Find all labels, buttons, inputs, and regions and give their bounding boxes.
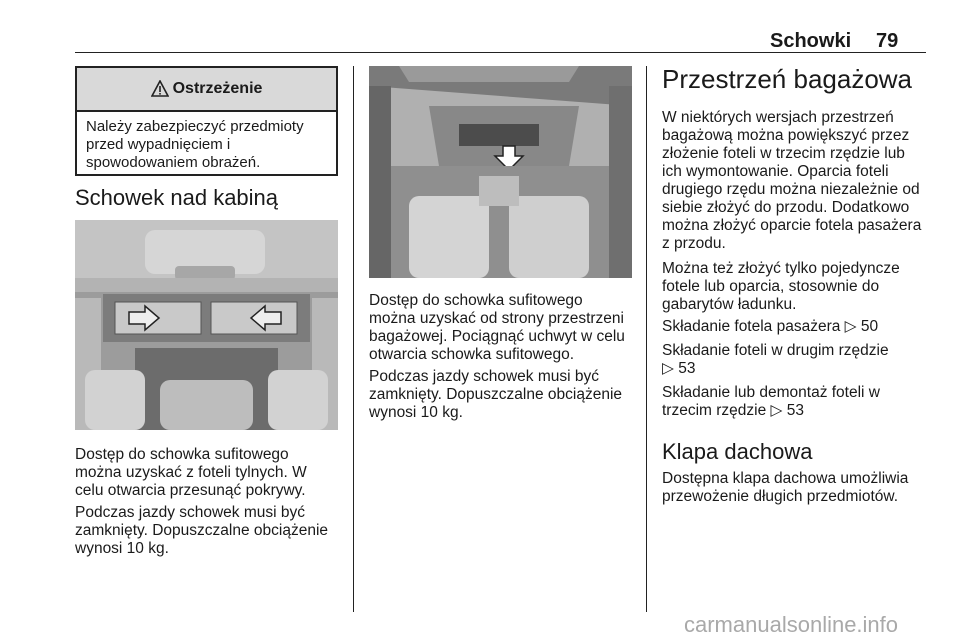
cargo-space-paragraph-2 [662,260,937,314]
overhead-storage-paragraph-2 [75,504,343,558]
text-line: zamknięty. Dopuszczalne obciążenie [369,386,623,403]
link-second-row-folding[interactable] [662,342,937,378]
overhead-storage-photo [75,220,338,430]
text-line: wynosi 10 kg. [369,404,463,421]
cargo-space-paragraph-1 [662,109,937,253]
text-line: siebie złożyć do przodu. Dodatkowo [662,199,910,216]
text-line: celu otwarcia przesunąć pokrywy. [75,482,306,499]
text-line: ich wymontowanie. Oparcia foteli [662,163,889,180]
text-line: złożenie foteli w trzecim rzędzie lub [662,145,905,162]
text-line: Dostępna klapa dachowa umożliwia [662,470,909,487]
text-line: Podczas jazdy schowek musi być [369,368,600,385]
column-divider-1 [353,66,354,612]
text-line: trzecim rzędzie ▷ 53 [662,402,804,419]
text-line: przewożenie długich przedmiotów. [662,488,899,505]
link-third-row-folding[interactable] [662,384,937,420]
warning-text [77,112,336,178]
link-passenger-seat-folding[interactable]: Składanie fotela pasażera ▷ 50 [662,318,879,335]
watermark: carmanualsonline.info [684,612,899,637]
header-title: Schowki [770,30,852,52]
text-line: otwarcia schowka sufitowego. [369,346,575,363]
text-line: Składanie foteli w drugim rzędzie [662,342,889,359]
warning-triangle-icon [151,80,169,98]
text-line: zamknięty. Dopuszczalne obciążenie [75,522,329,539]
text-line: drugiego rzędu można niezależnie od [662,181,920,198]
cargo-storage-paragraph-1 [369,292,639,364]
section-heading-roof-hatch: Klapa dachowa [662,439,813,464]
text-line: z przodu. [662,235,726,252]
overhead-storage-paragraph-1 [75,446,343,500]
text-line: można uzyskać z foteli tylnych. W [75,464,307,481]
roof-hatch-paragraph [662,470,937,506]
header-divider [75,52,926,53]
warning-header [77,68,336,112]
text-line: gabarytów ładunku. [662,296,797,313]
text-line: ▷ 53 [662,360,696,377]
section-heading-cargo-space: Przestrzeń bagażowa [662,64,913,94]
text-line: Dostęp do schowka sufitowego [369,292,583,309]
cargo-storage-paragraph-2 [369,368,639,422]
page-number: 79 [876,30,899,52]
cargo-overhead-storage-photo [369,66,632,278]
text-line: fotele lub oparcia, stosownie do [662,278,880,295]
text-line: można złożyć oparcie fotela pasażera [662,217,922,234]
text-line: bagażowej. Pociągnąć uchwyt w celu [369,328,625,345]
text-line: można uzyskać od strony przestrzeni [369,310,624,327]
column-divider-2 [646,66,647,612]
text-line: Składanie lub demontaż foteli w [662,384,880,401]
warning-box [75,66,338,176]
text-line: wynosi 10 kg. [75,540,169,557]
section-heading-overhead-storage: Schowek nad kabiną [75,185,279,210]
warning-title: Ostrzeżenie [172,80,263,97]
text-line: Podczas jazdy schowek musi być [75,504,306,521]
warning-line: Należy zabezpieczyć przedmioty [86,118,304,135]
warning-line: spowodowaniem obrażeń. [86,154,261,171]
text-line: bagażową można powiększyć przez [662,127,910,144]
warning-line: przed wypadnięciem i [86,136,231,153]
text-line: Można też złożyć tylko pojedyncze [662,260,900,277]
text-line: W niektórych wersjach przestrzeń [662,109,894,126]
text-line: Dostęp do schowka sufitowego [75,446,289,463]
